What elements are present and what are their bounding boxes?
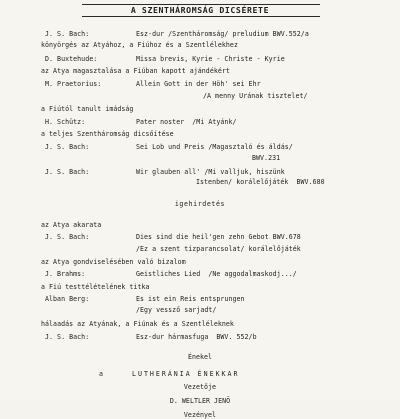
work-title-continued: /A menny Urának tisztelet/ bbox=[203, 92, 308, 100]
work-title-continued: /Ez a szent tízparancsolat/ korálelőjáték bbox=[136, 245, 301, 253]
work-title-continued: /Egy vessző sarjadt/ bbox=[136, 306, 217, 314]
composer: M. Praetorius: bbox=[45, 80, 102, 88]
composer: J. S. Bach: bbox=[45, 143, 90, 151]
work-title: Allein Gott in der Höh' sei Ehr bbox=[136, 80, 261, 88]
work-title: Dies sind die heil'gen zehn Gebot BWV.678 bbox=[136, 233, 301, 241]
composer: J. Brahms: bbox=[45, 270, 86, 278]
composer: Alban Berg: bbox=[45, 295, 90, 303]
composer: D. Buxtehude: bbox=[45, 55, 98, 63]
conductor-label: Vezényel bbox=[183, 411, 217, 419]
work-title: Missa brevis, Kyrie - Christe - Kyrie bbox=[136, 55, 285, 63]
section-caption: az Atya magasztalása a Fiúban kapott ajándékért bbox=[41, 67, 230, 75]
leader-label: Vezetője bbox=[183, 383, 217, 391]
work-title: Wir glauben all' /Mi valljuk, hiszünk bbox=[136, 168, 285, 176]
work-title: Pater noster /Mi Atyánk/ bbox=[136, 118, 237, 126]
work-title: Esz-dur hármasfuga BWV. 552/b bbox=[136, 333, 257, 341]
section-caption: az Atya gondviselésében való bizalom bbox=[41, 258, 186, 266]
section-caption: az Atya akarata bbox=[41, 221, 102, 229]
title-bottom-rule bbox=[82, 16, 320, 17]
work-title: Esz-dur /Szentháromság/ preludium BWV.552/a bbox=[136, 30, 309, 38]
composer: H. Schütz: bbox=[45, 118, 86, 126]
sermon-heading: igehirdetés bbox=[174, 200, 226, 208]
section-caption: hálaadás az Atyának, a Fiúnak és a Szentléleknek bbox=[41, 320, 234, 328]
section-caption: a teljes Szentháromság dicsőítése bbox=[41, 130, 174, 138]
program-title: A SZENTHÁROMSÁG DICSÉRETE bbox=[130, 5, 270, 15]
work-title: Sei Lob und Preis /Magasztaló és áldás/ bbox=[136, 143, 293, 151]
leader-name: D. WELTLER JENŐ bbox=[169, 397, 231, 405]
composer: J. S. Bach: bbox=[45, 333, 90, 341]
work-title: Es ist ein Reis entsprungen bbox=[136, 295, 245, 303]
section-caption: könyörgés az Atyához, a Fiúhoz és a Szentlélekhez bbox=[41, 41, 238, 49]
work-title-continued: BWV.231 bbox=[252, 154, 281, 162]
section-caption: a Fiútól tanult imádság bbox=[41, 105, 134, 113]
work-title-continued: Istenben/ korálelőjáték BWV.680 bbox=[196, 178, 325, 186]
composer: J. S. Bach: bbox=[45, 30, 90, 38]
work-title: Geistliches Lied /Ne aggodalmaskodj.../ bbox=[136, 270, 297, 278]
choir-name: LUTHERÁNIA ÉNEKKAR bbox=[132, 370, 240, 378]
choir-prefix: a bbox=[99, 370, 104, 378]
section-caption: a Fiú testtélételének titka bbox=[41, 283, 150, 291]
composer: J. S. Bach: bbox=[45, 233, 90, 241]
sing-label: Énekel bbox=[187, 353, 213, 361]
composer: J. S. Bach: bbox=[45, 168, 90, 176]
